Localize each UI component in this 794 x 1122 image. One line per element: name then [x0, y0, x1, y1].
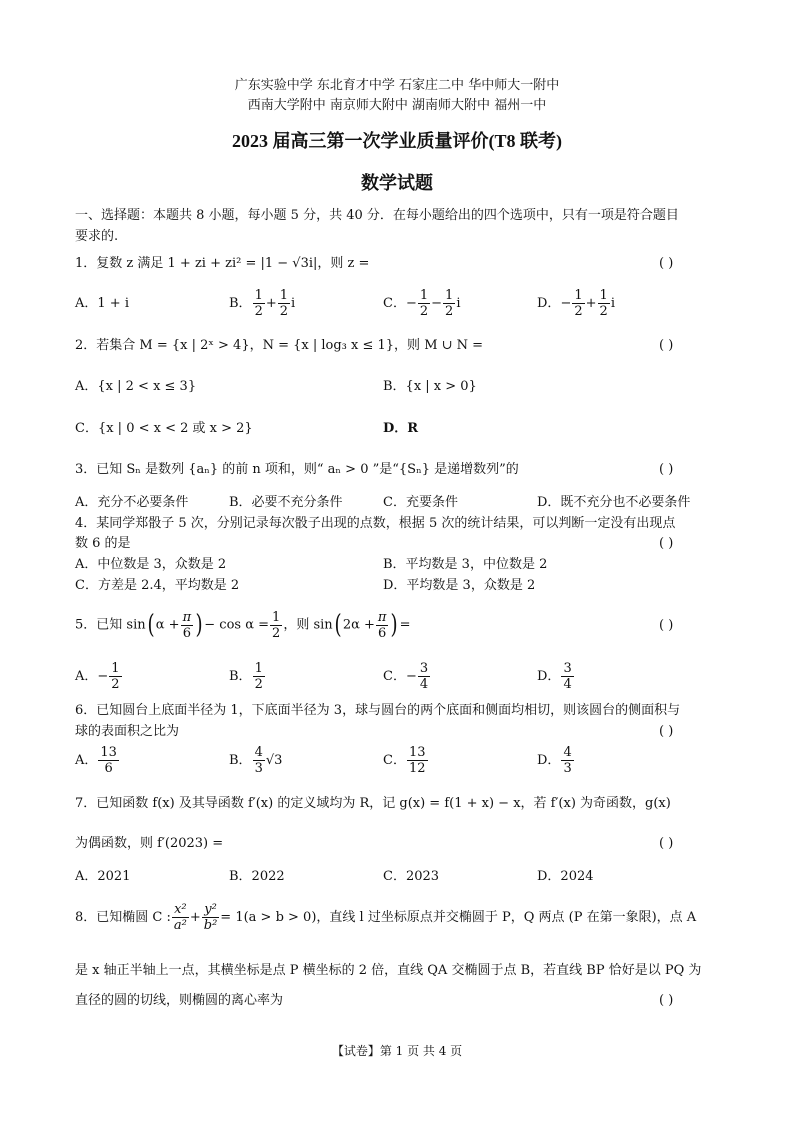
q6-stem-line-2: 球的表面积之比为	[75, 724, 180, 739]
q2-option-c: C．{x | 0 < x < 2 或 x > 2}	[75, 421, 253, 436]
q3-answer-blank: ( )	[659, 462, 674, 477]
q3-option-d: D．既不充分也不必要条件	[537, 495, 691, 510]
q5-option-b: B． $\frac{1}{2}$	[229, 661, 263, 692]
q1-stem: 1．复数 z 满足 1 + zi + zi² = |1 − √3i|，则 z =	[75, 256, 370, 271]
q1-option-d: D．− $\frac{1}{2}$ + $\frac{1}{2}$ i	[537, 288, 615, 319]
schools-line-1: 广东实验中学 东北育才中学 石家庄二中 华中师大一附中	[234, 78, 560, 93]
section-instructions-line-1: 一、选择题：本题共 8 小题，每小题 5 分，共 40 分．在每小题给出的四个选项中，只有一项是符合题目	[75, 208, 679, 223]
q7-option-c: C．2023	[383, 869, 440, 884]
q4-option-b: B．平均数是 3，中位数是 2	[383, 557, 548, 572]
q6-option-a: A． $\frac{13}{6}$	[75, 745, 117, 776]
q6-stem-line-1: 6．已知圆台上底面半径为 1，下底面半径为 3，球与圆台的两个底面和侧面均相切，则该圆台的侧面积与	[75, 703, 681, 718]
q1-answer-blank: ( )	[659, 256, 674, 271]
q1-option-a: A．1 + i	[75, 296, 129, 311]
q7-stem-line-1: 7．已知函数 f(x) 及其导函数 f′(x) 的定义域均为 R，记 g(x) = f(1 + x) − x，若 f′(x) 为奇函数，g(x)	[75, 796, 671, 811]
q5-stem: 5．已知 sin( α + $\frac{\pi}{6}$ ) − cos α = $\frac{1}{2}$ ，则 sin( 2α + $\frac{\pi}{6}$ ) =	[75, 609, 411, 641]
q8-stem-line-1: 8．已知椭圆 C : $\frac{\text{x²}}{\text{a²}}$ + $\frac{\text{y²}}{\text{b²}}$ = 1(a > b > 0)，直线 l 过坐标原点并交椭圆于 P，Q 两点 (P 在第一象限)，点 A	[75, 902, 697, 933]
q8-stem-line-3: 直径的圆的切线，则椭圆的离心率为	[75, 993, 284, 1008]
q3-option-c: C．充要条件	[383, 495, 458, 510]
q7-answer-blank: ( )	[659, 836, 674, 851]
q3-option-b: B．必要不充分条件	[229, 495, 343, 510]
q3-stem: 3．已知 Sₙ 是数列 {aₙ} 的前 n 项和，则“ aₙ > 0 ”是“{Sₙ} 是递增数列”的	[75, 462, 519, 477]
q4-stem-line-2: 数 6 的是	[75, 536, 131, 551]
q5-option-c: C．− $\frac{3}{4}$	[383, 661, 429, 692]
q5-option-d: D． $\frac{3}{4}$	[537, 661, 572, 692]
q6-option-d: D． $\frac{4}{3}$	[537, 745, 572, 776]
q7-option-d: D．2024	[537, 869, 594, 884]
q8-stem-line-2: 是 x 轴正半轴上一点，其横坐标是点 P 横坐标的 2 倍，直线 QA 交椭圆于点 B，若直线 BP 恰好是以 PQ 为	[75, 963, 702, 978]
q2-answer-blank: ( )	[659, 338, 674, 353]
q6-option-b: B． $\frac{4}{3}$ √3	[229, 745, 283, 776]
q3-option-a: A．充分不必要条件	[75, 495, 189, 510]
q5-answer-blank: ( )	[659, 618, 674, 633]
schools-line-2: 西南大学附中 南京师大附中 湖南师大附中 福州一中	[247, 98, 547, 113]
q7-option-b: B．2022	[229, 869, 285, 884]
q5-option-a: A．− $\frac{1}{2}$	[75, 661, 120, 692]
q2-option-b: B．{x | x > 0}	[383, 379, 477, 394]
section-instructions-line-2: 要求的.	[75, 229, 119, 244]
q2-stem: 2．若集合 M = {x | 2ˣ > 4}，N = {x | log₃ x ≤ 1}，则 M ∪ N =	[75, 338, 484, 353]
q4-answer-blank: ( )	[659, 536, 674, 551]
q4-option-d: D．平均数是 3，众数是 2	[383, 578, 536, 593]
page-footer: 【试卷】第 1 页 共 4 页	[331, 1044, 463, 1058]
q7-stem-line-2: 为偶函数，则 f′(2023) =	[75, 836, 224, 851]
q2-option-a: A．{x | 2 < x ≤ 3}	[75, 379, 197, 394]
q6-option-c: C． $\frac{13}{12}$	[383, 745, 426, 776]
exam-title: 2023 届高三第一次学业质量评价(T8 联考)	[232, 131, 562, 151]
q4-option-a: A．中位数是 3，众数是 2	[75, 557, 227, 572]
exam-subject: 数学试题	[361, 173, 433, 193]
q4-option-c: C．方差是 2.4，平均数是 2	[75, 578, 240, 593]
q7-option-a: A．2021	[75, 869, 131, 884]
q8-answer-blank: ( )	[659, 993, 674, 1008]
q2-option-d: D．R	[383, 421, 419, 436]
q6-answer-blank: ( )	[659, 724, 674, 739]
q4-stem-line-1: 4．某同学郑骰子 5 次，分别记录每次骰子出现的点数，根据 5 次的统计结果，可以判断一定没有出现点	[75, 516, 676, 531]
q1-option-c: C．− $\frac{1}{2}$ − $\frac{1}{2}$ i	[383, 288, 461, 319]
q1-option-b: B． $\frac{1}{2}$ + $\frac{1}{2}$ i	[229, 288, 296, 319]
